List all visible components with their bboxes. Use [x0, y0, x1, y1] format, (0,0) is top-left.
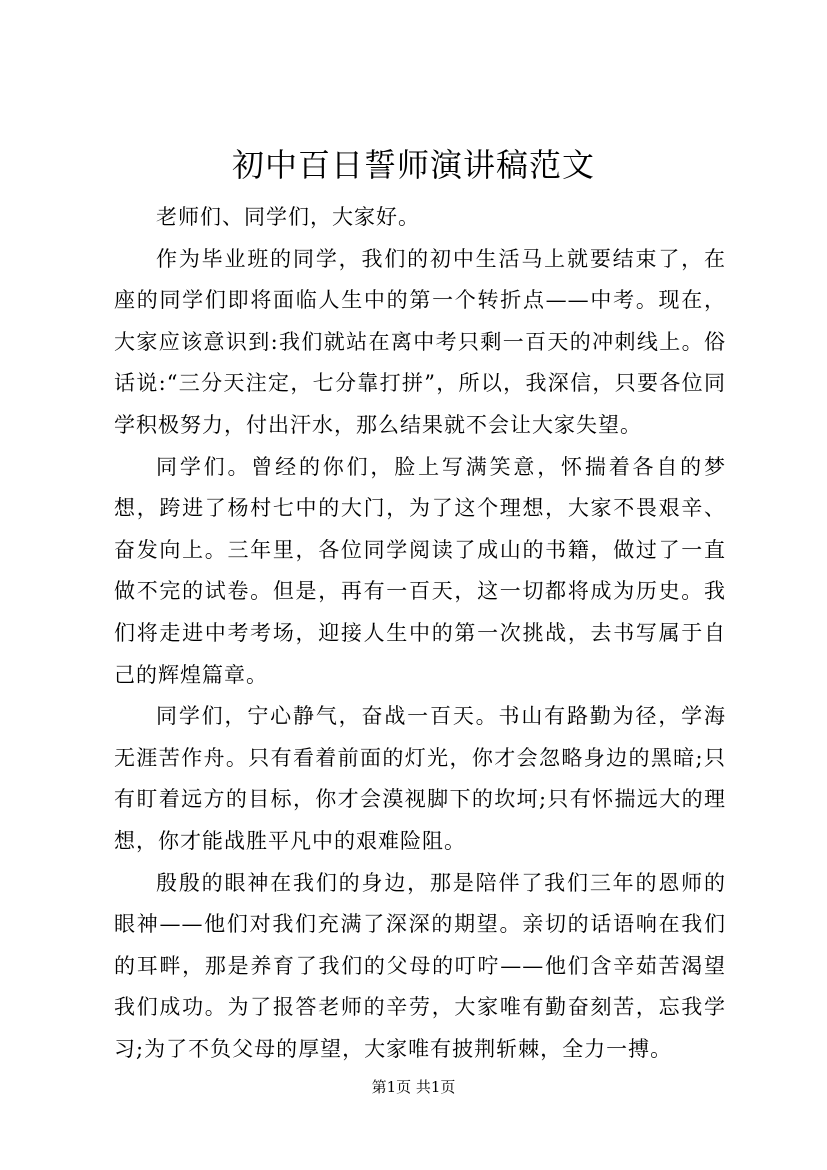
document-body — [114, 197, 726, 1070]
paragraph: 同学们。曾经的你们，脸上写满笑意，怀揣着各自的梦想，跨进了杨村七中的大门，为了这个理想，大家不畏艰辛、奋发向上。三年里，各位同学阅读了成山的书籍，做过了一直做不完的试卷。但是，再有一百天，这一切都将成为历史。我们将走进中考考场，迎接人生中的第一次挑战，去书写属于自己的辉煌篇章。 — [114, 454, 726, 687]
paragraph: 作为毕业班的同学，我们的初中生活马上就要结束了，在座的同学们即将面临人生中的第一个转折点——中考。现在，大家应该意识到:我们就站在离中考只剩一百天的冲刺线上。俗话说:“三分天注定，七分靠打拼”，所以，我深信，只要各位同学积极努力，付出汗水，那么结果就不会让大家失望。 — [114, 246, 726, 437]
paragraph: 殷殷的眼神在我们的身边，那是陪伴了我们三年的恩师的眼神——他们对我们充满了深深的期望。亲切的话语响在我们的耳畔，那是养育了我们的父母的叮咛——他们含辛茹苦渴望我们成功。为了报答老师的辛劳，大家唯有勤奋刻苦，忘我学习;为了不负父母的厚望，大家唯有披荆斩棘，全力一搏。 — [114, 870, 726, 1061]
page-footer: 第1页 共1页 — [371, 1078, 456, 1096]
paragraph: 老师们、同学们，大家好。 — [156, 205, 420, 229]
document-title: 初中百日誓师演讲稿范文 — [231, 146, 595, 184]
paragraph: 同学们，宁心静气，奋战一百天。书山有路勤为径，学海无涯苦作舟。只有看着前面的灯光，你才会忽略身边的黑暗;只有盯着远方的目标，你才会漠视脚下的坎坷;只有怀揣远大的理想，你才能战胜平凡中的艰难险阻。 — [114, 704, 726, 853]
